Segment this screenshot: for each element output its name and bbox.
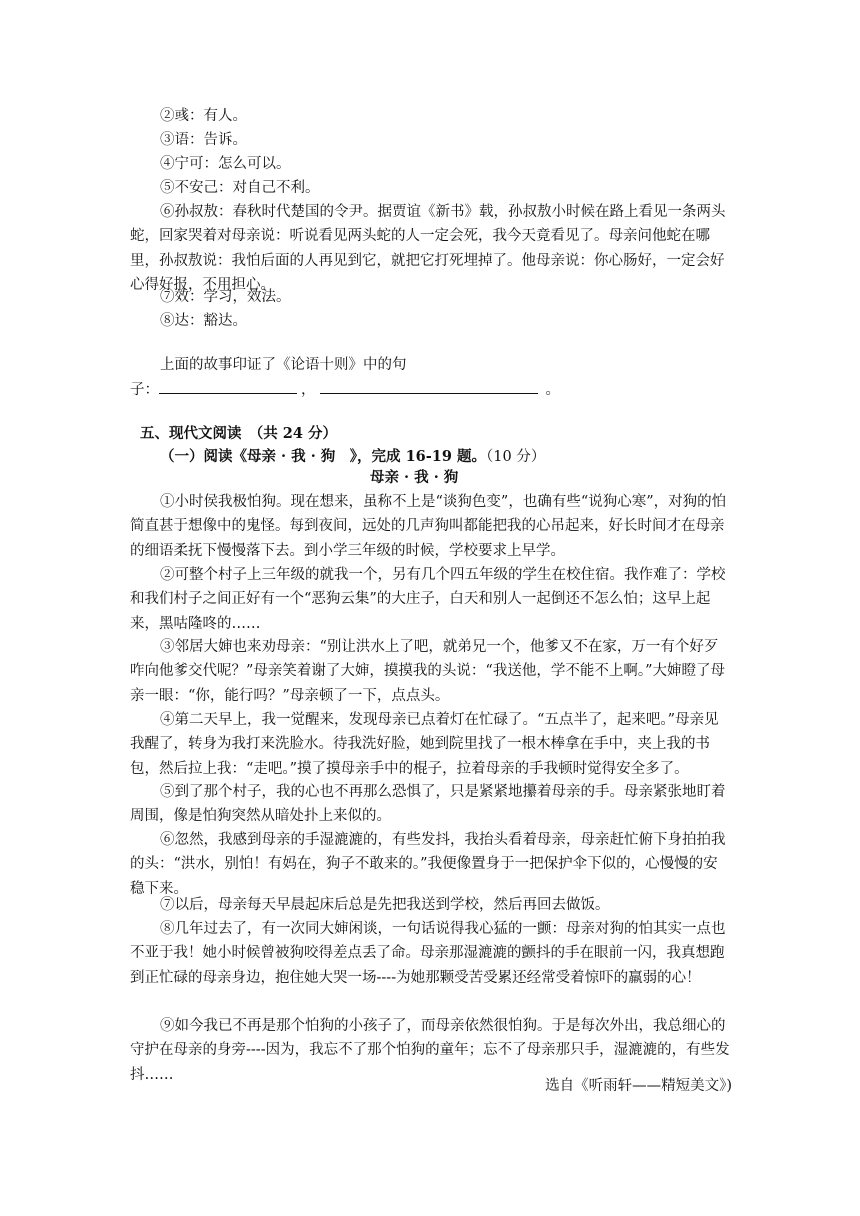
paragraph-7: ⑦以后，母亲每天早晨起床后总是先把我送到学校，然后再回去做饭。: [160, 897, 610, 913]
paragraph-8: ⑧几年过去了，有一次同大婶闲谈，一句话说得我心猛的一颤：母亲对狗的怕其实一点也不亚于我！她小时候曾被狗咬得差点丢了命。母亲那湿漉漉的颤抖的手在眼前一闪，我真想跑到正忙碌的母亲身边，抱住她大哭一场----为她那颗受苦受累还经常受着惊吓的羸弱的心！: [130, 921, 726, 986]
question-text: 上面的故事印证了《论语十则》中的句: [160, 357, 407, 373]
note-7: ⑦效：学习，效法。: [160, 289, 291, 305]
question-comma: ，: [301, 382, 316, 398]
question-answer-line: [130, 377, 560, 402]
question-end: 。: [545, 382, 560, 398]
note-4: ④宁可：怎么可以。: [160, 156, 291, 172]
note-2: ②彧：有人。: [160, 108, 247, 124]
answer-blank-1[interactable]: [159, 377, 297, 394]
note-8: ⑧达：豁达。: [160, 313, 247, 329]
question-prefix: 子：: [130, 382, 159, 398]
paragraph-2: ②可整个村子上三年级的就我一个，另有几个四五年级的学生在校住宿。我作难了：学校和我们村子之间正好有一个“恶狗云集”的大庄子，白天和别人一起倒还不怎么怕；这早上起来，黑咕隆咚的……: [130, 567, 726, 632]
section-title: 五、现代文阅读 （共 24 分）: [140, 425, 338, 442]
paragraph-5: ⑤到了那个村子，我的心也不再那么恐惧了，只是紧紧地攥着母亲的手。母亲紧张地盯着周围，像是怕狗突然从暗处扑上来似的。: [130, 784, 726, 825]
paragraph-6: ⑥忽然，我感到母亲的手湿漉漉的，有些发抖，我抬头看着母亲，母亲赶忙俯下身拍拍我的头：“洪水，别怕！有妈在，狗子不敢来的。”我便像置身于一把保护伞下似的，心慢慢的安稳下来。: [130, 832, 726, 897]
paragraph-4: ④第二天早上，我一觉醒来，发现母亲已点着灯在忙碌了。“五点半了，起来吧。”母亲见我醒了，转身为我打来洗脸水。待我洗好脸，她到院里找了一根木棒拿在手中，夹上我的书包，然后拉上我：“走吧。”摸了摸母亲手中的棍子，拉着母亲的手我顿时觉得安全多了。: [130, 712, 719, 777]
paragraph-1: ①小时侯我极怕狗。现在想来，虽称不上是“谈狗色变”，也确有些“说狗心寒”，对狗的怕简直甚于想像中的鬼怪。每到夜间，远处的几声狗叫都能把我的心吊起来，好长时间才在母亲的细语柔抚下慢慢落下去。到小学三年级的时候，学校要求上早学。: [130, 494, 727, 559]
note-3: ③语：告诉。: [160, 132, 247, 148]
sub-title-score: （10 分）: [486, 449, 546, 465]
source-citation: 选自《听雨轩——精短美文》): [545, 1078, 732, 1094]
article-title: 母亲 · 我 · 狗: [370, 469, 459, 486]
sub-title: [160, 445, 545, 469]
paragraph-9: ⑨如今我已不再是那个怕狗的小孩子了，而母亲依然很怕狗。于是每次外出，我总细心的守护在母亲的身旁----因为，我忘不了那个怕狗的童年；忘不了母亲那只手，湿漉漉的，有些发抖……: [130, 1018, 730, 1083]
answer-blank-2[interactable]: [320, 377, 538, 394]
note-6: ⑥孙叔敖：春秋时代楚国的令尹。据贾谊《新书》载，孙叔敖小时候在路上看见一条两头蛇，回家哭着对母亲说：听说看见两头蛇的人一定会死，我今天竟看见了。母亲问他蛇在哪里，孙叔敖说：我怕后面的人再见到它，就把它打死埋掉了。他母亲说：你心肠好，一定会好心得好报，不用担心。: [130, 204, 726, 293]
note-5: ⑤不安己：对自己不利。: [160, 180, 320, 196]
sub-title-main: （一）阅读《母亲 · 我 · 狗 》，完成 16-19 题。: [160, 448, 487, 465]
paragraph-3: ③邻居大婶也来劝母亲：“别让洪水上了吧，就弟兄一个，他爹又不在家，万一有个好歹咋向他爹交代呢？”母亲笑着谢了大婶，摸摸我的头说：“我送他，学不能不上啊。”大婶瞪了母亲一眼：“你，能行吗？”母亲顿了一下，点点头。: [130, 639, 725, 704]
